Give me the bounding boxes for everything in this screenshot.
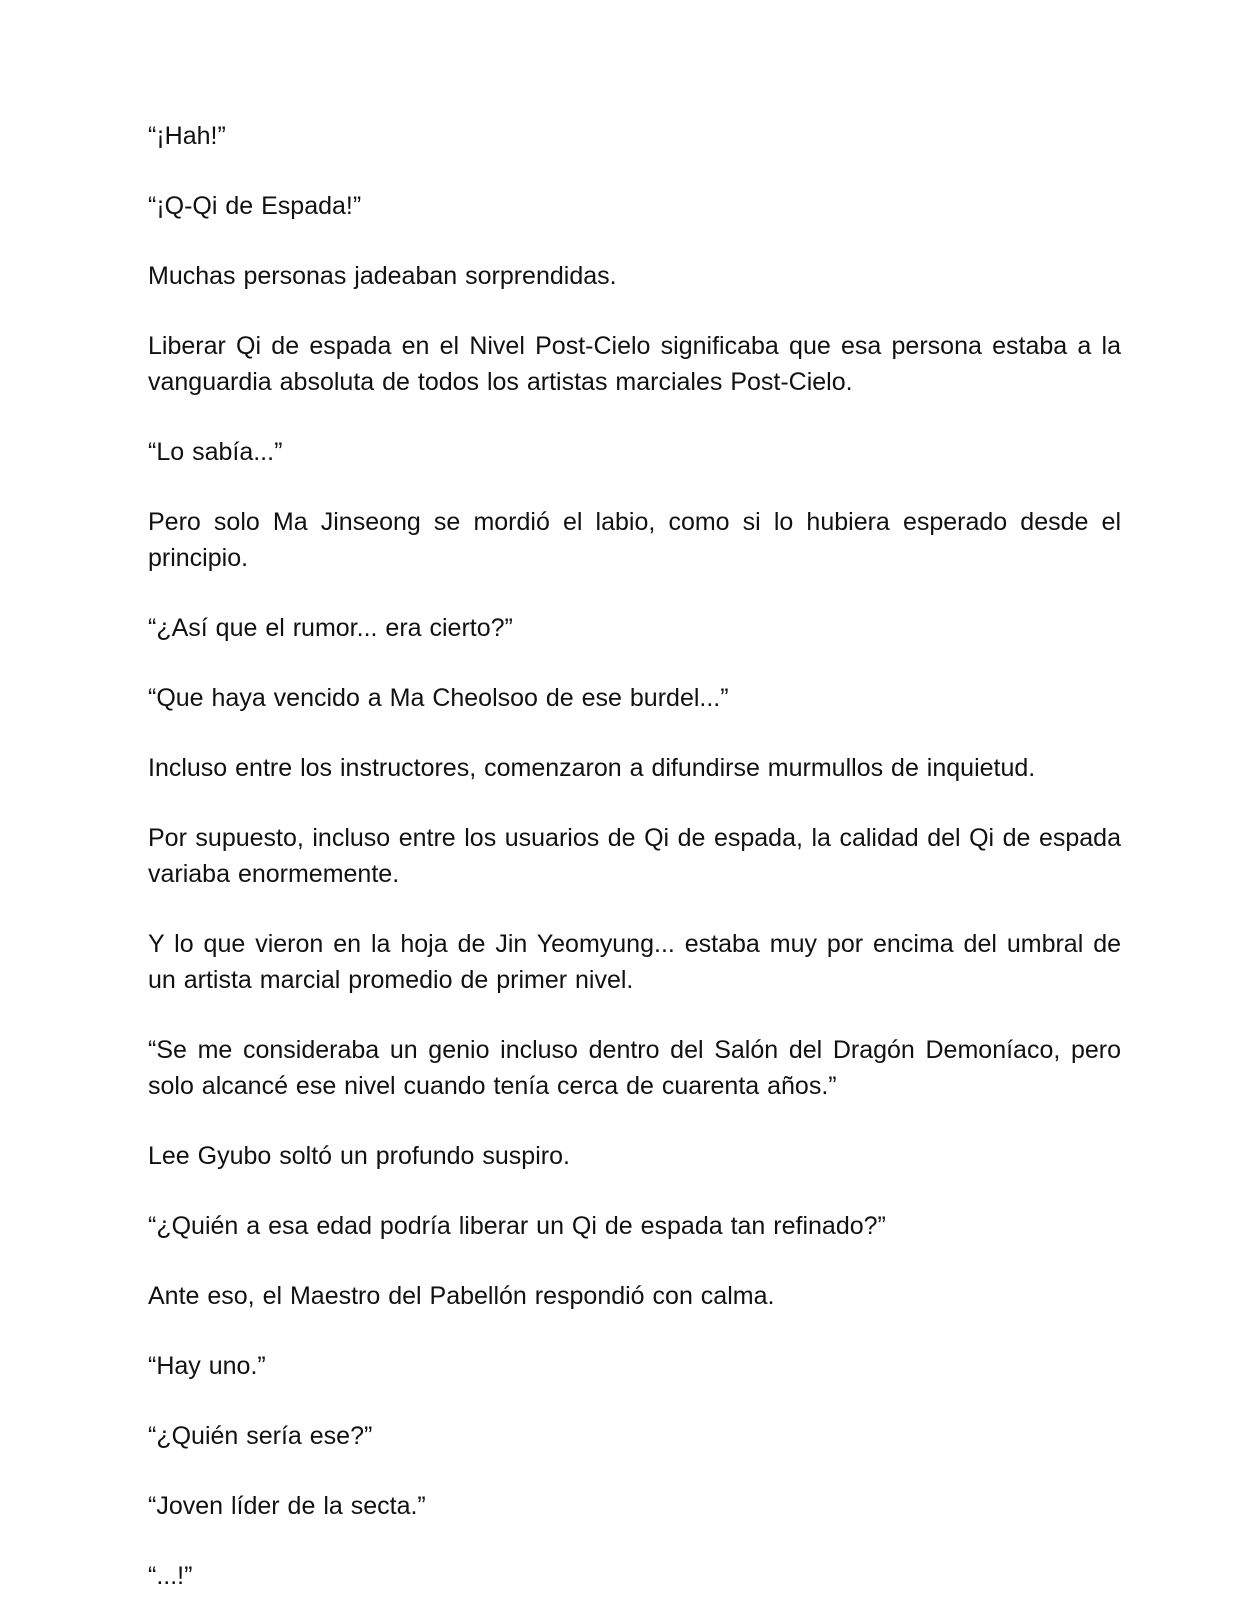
- paragraph: Y lo que vieron en la hoja de Jin Yeomyung... estaba muy por encima del umbral de un artista marcial promedio de primer nivel.: [148, 930, 1121, 994]
- paragraph: “Lo sabía...”: [148, 438, 283, 466]
- paragraph: Muchas personas jadeaban sorprendidas.: [148, 262, 617, 290]
- paragraph: “...!”: [148, 1562, 193, 1590]
- document-body: [148, 118, 1121, 1594]
- paragraph: “¿Quién a esa edad podría liberar un Qi de espada tan refinado?”: [148, 1212, 886, 1240]
- paragraph: Por supuesto, incluso entre los usuarios de Qi de espada, la calidad del Qi de espada variaba enormemente.: [148, 824, 1121, 888]
- paragraph: “¿Así que el rumor... era cierto?”: [148, 614, 513, 642]
- paragraph: “Hay uno.”: [148, 1352, 266, 1380]
- paragraph: “¿Quién sería ese?”: [148, 1422, 373, 1450]
- paragraph: Lee Gyubo soltó un profundo suspiro.: [148, 1142, 570, 1170]
- paragraph: Liberar Qi de espada en el Nivel Post-Cielo significaba que esa persona estaba a la vanguardia absoluta de todos los artistas marciales Post-Cielo.: [148, 332, 1121, 396]
- paragraph: Incluso entre los instructores, comenzaron a difundirse murmullos de inquietud.: [148, 754, 1036, 782]
- paragraph: Pero solo Ma Jinseong se mordió el labio, como si lo hubiera esperado desde el principio.: [148, 508, 1121, 572]
- paragraph: “¡Q-Qi de Espada!”: [148, 192, 362, 220]
- paragraph: Ante eso, el Maestro del Pabellón respondió con calma.: [148, 1282, 775, 1310]
- paragraph: “Se me consideraba un genio incluso dentro del Salón del Dragón Demoníaco, pero solo alcancé ese nivel cuando tenía cerca de cuarenta años.”: [148, 1036, 1121, 1100]
- paragraph: “¡Hah!”: [148, 122, 226, 150]
- paragraph: “Joven líder de la secta.”: [148, 1492, 426, 1520]
- paragraph: “Que haya vencido a Ma Cheolsoo de ese burdel...”: [148, 684, 729, 712]
